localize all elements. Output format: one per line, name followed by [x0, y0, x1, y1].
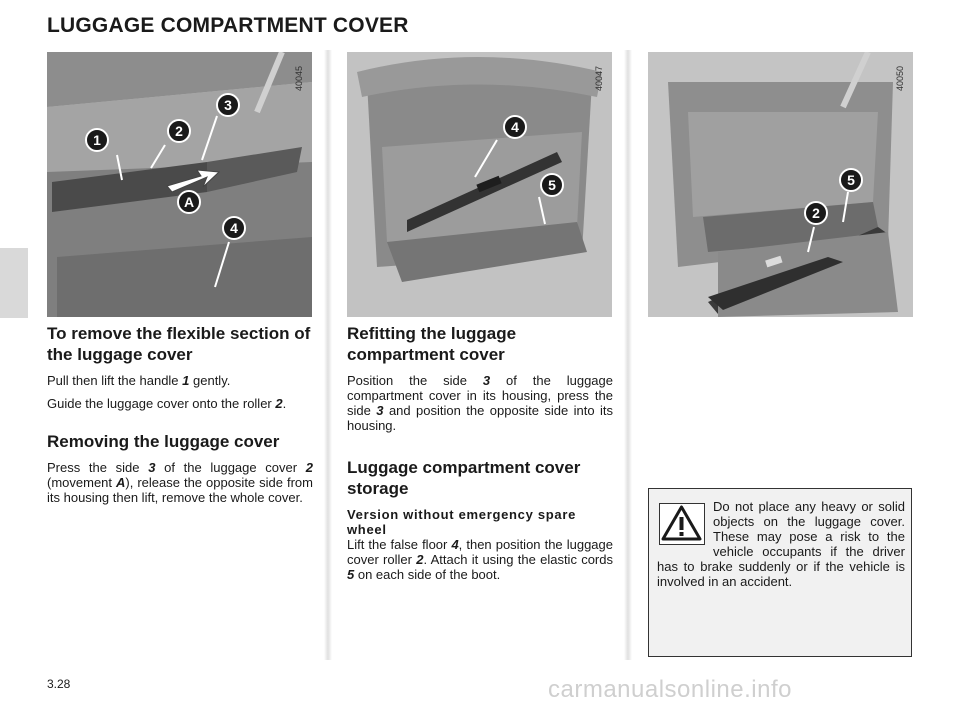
- column-divider-2: [624, 50, 632, 660]
- callout-2-label: 2: [812, 205, 820, 221]
- column-1-text: [47, 323, 313, 505]
- paragraph-guide-cover: Guide the luggage cover onto the roller 2.: [47, 396, 287, 411]
- heading-cover-storage: Luggage compartment cover storage: [347, 458, 581, 498]
- warning-text-block: [657, 499, 905, 589]
- figure-code: 40045: [294, 66, 304, 92]
- page-number: 3.28: [47, 677, 71, 691]
- column-2-text: [347, 323, 613, 582]
- callout-5-label: 5: [548, 177, 556, 193]
- warning-text: Do not place any heavy or solid objects on the luggage cover. These may pose a risk to the vehicle occupants if the driver has to brake suddenly or if the vehicle is involved in an accident.: [657, 499, 905, 589]
- figure-code: 40047: [594, 66, 604, 92]
- callout-5: [840, 169, 862, 191]
- callout-A-label: A: [183, 194, 195, 210]
- figure-code: 40050: [895, 66, 905, 92]
- watermark: carmanualsonline.info: [548, 676, 792, 703]
- callout-4: [504, 116, 526, 138]
- figure-remove-flexible-section: [47, 52, 312, 317]
- paragraph-position-side: Position the side 3 of the luggage compartment cover in its housing, press the side 3 and position the opposite side into its housing.: [347, 373, 613, 433]
- paragraph-lift-false-floor: Lift the false floor 4, then position the luggage cover roller 2. Attach it using the elastic cords 5 on each side of the boot.: [347, 537, 613, 582]
- chapter-tab: [0, 248, 28, 318]
- page-title: LUGGAGE COMPARTMENT COVER: [47, 14, 409, 37]
- figure-cover-storage: [648, 52, 913, 317]
- callout-3: [217, 94, 239, 116]
- callout-1-label: 1: [93, 132, 101, 148]
- heading-removing-cover: Removing the luggage cover: [47, 432, 280, 451]
- paragraph-pull-handle: Pull then lift the handle 1 gently.: [47, 373, 231, 388]
- heading-refitting-cover: Refitting the luggage compartment cover: [347, 324, 517, 364]
- callout-4: [223, 217, 245, 239]
- callout-2: [805, 202, 827, 224]
- paragraph-press-side: Press the side 3 of the luggage cover 2 (movement A), release the opposite side from its housing then lift, remove the whole cover.: [47, 460, 313, 505]
- callout-5-label: 5: [847, 172, 855, 188]
- callout-3-label: 3: [224, 97, 232, 113]
- callout-4-label: 4: [511, 119, 519, 135]
- column-divider-1: [324, 50, 332, 660]
- subheading-version: Version without emergency spare wheel: [347, 507, 577, 537]
- callout-2-label: 2: [175, 123, 183, 139]
- callout-1: [86, 129, 108, 151]
- callout-4-label: 4: [230, 220, 238, 236]
- warning-box: [648, 488, 912, 657]
- callout-5: [541, 174, 563, 196]
- callout-A: [178, 191, 200, 213]
- heading-remove-flexible-section: To remove the flexible section of the luggage cover: [47, 324, 311, 364]
- figure-refit-cover: [347, 52, 612, 317]
- callout-2: [168, 120, 190, 142]
